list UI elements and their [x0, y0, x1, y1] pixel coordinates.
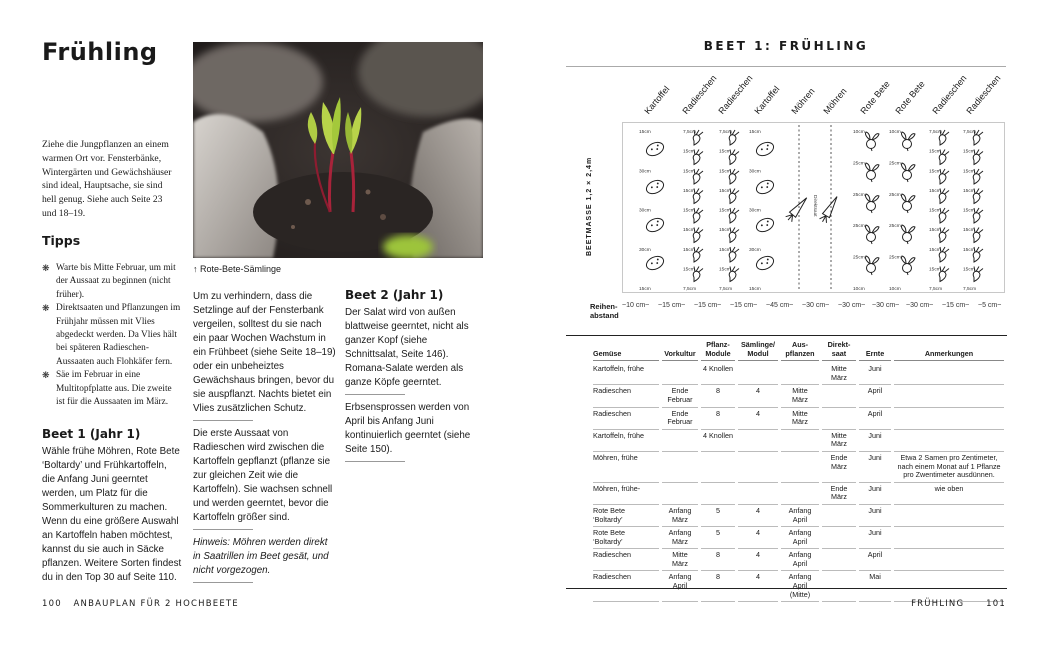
beet1-text: Wähle frühe Möhren, Rote Bete ‘Boltardy’ und Frühkartoffeln, die Anfang Juni geerntet werden, um Platz für die Sommerkulturen zu machen. Wenn du eine größere Auswahl an Kartoffeln haben möchtest, kannst du sie auch in Säcke pflanzen. Weitere Sorten findest du in den Top 30 auf Seite 110.: [42, 446, 182, 583]
table-cell: Rote Bete ‘Boltardy’: [593, 505, 659, 527]
spacing-label: 7,5cm: [963, 130, 977, 135]
beet-icon: [902, 163, 916, 182]
table-cell: Mitte März: [781, 385, 819, 407]
col2-hint: Hinweis: Möhren werden direkt in Saatrillen im Beet gesät, und nicht vorgezogen.: [193, 537, 329, 576]
spacing-label: 15cm: [719, 208, 731, 214]
radish-icon: [939, 247, 949, 262]
spacing-label: 15cm: [683, 208, 695, 214]
radish-icon: [973, 150, 983, 165]
spacing-label: 10cm: [853, 287, 865, 292]
potato-icon: [754, 140, 775, 158]
bed-title: BEET 1: FRÜHLING: [703, 39, 869, 53]
beet-icon: [902, 194, 916, 213]
potato-icon: [644, 178, 665, 196]
table-row: [593, 430, 1004, 452]
table-header-cell: Sämlinge/ Modul: [738, 340, 778, 361]
reihenabstand-value: ~15 cm~: [694, 302, 722, 309]
table-cell: Juni: [859, 452, 891, 483]
table-cell: [894, 361, 1004, 385]
spacing-label: 7,5cm: [683, 130, 697, 135]
spacing-label: 25cm: [889, 224, 901, 230]
reihenabstand-value: ~30 cm~: [802, 302, 830, 309]
beet1-section: [42, 427, 182, 585]
table-cell: Ende März: [822, 483, 856, 505]
spacing-label: 15cm: [963, 169, 975, 175]
photo-caption: ↑ Rote-Bete-Sämlinge: [193, 264, 282, 274]
col2-paragraph: Um zu verhindern, dass die Setzlinge auf der Fensterbank vergeilen, solltest du sie nach ein paar Wochen Wachstum in ein Frühbeet (siehe Seite 18–19) oder ein unbeheiztes Gewächshaus bringen, bevor du sie auspflanzt. Nachts bietet ein Vlies zusätzlichen Schutz.: [193, 291, 336, 414]
table-cell: Mitte März: [662, 549, 698, 571]
potato-icon: [644, 254, 665, 272]
table-cell: Anfang April: [781, 505, 819, 527]
divider: [345, 461, 405, 462]
table-cell: 8: [701, 408, 735, 430]
table-cell: [894, 571, 1004, 602]
intro-text: Ziehe die Jungpflanzen an einem warmen Ort vor. Fensterbänke, Wintergärten und Gewächshäuser sind ideal, Hauptsache, sie sind hell genug. Siehe auch Seite 23 und 18–19.: [42, 139, 172, 219]
table-cell: [894, 408, 1004, 430]
footer-section: FRÜHLING: [911, 599, 965, 609]
spacing-label: 15cm: [963, 149, 975, 155]
table-cell: [738, 452, 778, 483]
table-cell: Kartoffeln, frühe: [593, 361, 659, 385]
beet-icon: [902, 225, 916, 244]
table-cell: Kartoffeln, frühe: [593, 430, 659, 452]
radish-icon: [973, 169, 983, 184]
radish-icon: [939, 150, 949, 165]
table-cell: Mitte März: [781, 408, 819, 430]
table-cell: 5: [701, 505, 735, 527]
spacing-label: 15cm: [963, 247, 975, 253]
radish-icon: [729, 208, 739, 223]
reihenabstand-value: ~10 cm~: [622, 302, 650, 309]
potato-icon: [754, 254, 775, 272]
radish-icon: [729, 169, 739, 184]
table-cell: Ende Februar: [662, 385, 698, 407]
bed-column-label: Möhren: [789, 86, 817, 116]
reihenabstand-value: ~30 cm~: [838, 302, 866, 309]
table-cell: Juni: [859, 361, 891, 385]
spacing-label: 15cm: [639, 130, 651, 135]
tipps-heading: Tipps: [42, 233, 81, 248]
bed-column-label: Radieschen: [716, 73, 755, 116]
table-cell: 4 Knollen: [701, 430, 735, 452]
spacing-label: 15cm: [683, 149, 695, 155]
bed-column-label: Kartoffel: [642, 84, 672, 116]
bed-column-label: Rote Bete: [893, 78, 927, 116]
seedling-photo: [193, 42, 483, 258]
table-cell: 4: [738, 527, 778, 549]
bed-column-label: Kartoffel: [752, 84, 782, 116]
table-cell: [781, 452, 819, 483]
page-number: 101: [986, 599, 1006, 609]
radish-icon: [729, 150, 739, 165]
bed-column-label: Radieschen: [964, 73, 1003, 116]
seedling-photo-image: [193, 42, 483, 258]
table-header-row: [593, 340, 1004, 361]
radish-icon: [973, 189, 983, 204]
reihenabstand-value: ~30 cm~: [906, 302, 934, 309]
column-2: [193, 290, 337, 589]
spacing-label: 7,5cm: [929, 287, 943, 292]
spacing-label: 15cm: [929, 208, 941, 214]
spacing-label: 25cm: [853, 224, 865, 230]
divider: [345, 394, 405, 395]
table-row: [593, 549, 1004, 571]
table-cell: [662, 452, 698, 483]
table-row: [593, 452, 1004, 483]
table-cell: [781, 430, 819, 452]
table-cell: [894, 385, 1004, 407]
spacing-label: 30cm: [639, 169, 651, 175]
radish-icon: [973, 130, 983, 145]
table-cell: [781, 483, 819, 505]
table-cell: [662, 483, 698, 505]
table-cell: 5: [701, 527, 735, 549]
table-cell: Mitte März: [822, 430, 856, 452]
beet-icon: [866, 163, 880, 182]
tipp-item: ❋ Warte bis Mitte Februar, um mit der Aussaat zu beginnen (nicht früher).: [42, 263, 176, 300]
tipp-item: ❋ Direktsaaten und Pflanzungen im Frühjahr müssen mit Vlies abgedeckt werden. Da Vlies hält bei späteren Radieschen-Aussaaten auch Flohkäfer fern.: [42, 303, 181, 367]
radish-icon: [939, 130, 949, 145]
radish-icon: [729, 189, 739, 204]
radish-icon: [973, 247, 983, 262]
bed-diagram-svg: [623, 123, 1004, 292]
table-cell: [781, 361, 819, 385]
table-cell: April: [859, 549, 891, 571]
table-cell: [822, 385, 856, 407]
reihenabstand-value: ~30 cm~: [872, 302, 900, 309]
carrot-icon: [819, 195, 840, 224]
spacing-label: 30cm: [749, 208, 761, 214]
divider: [193, 420, 253, 421]
table-row: [593, 385, 1004, 407]
table-cell: 8: [701, 549, 735, 571]
table-cell: [738, 483, 778, 505]
beet-icon: [902, 256, 916, 275]
spacing-label: 25cm: [853, 255, 865, 261]
table-cell: [738, 361, 778, 385]
spacing-label: 10cm: [853, 130, 865, 135]
spacing-label: 7,5cm: [719, 130, 733, 135]
table-cell: Juni: [859, 527, 891, 549]
table-cell: Radieschen: [593, 385, 659, 407]
spacing-label: 25cm: [889, 192, 901, 198]
spacing-label: 15cm: [929, 267, 941, 273]
spacing-label: 7,5cm: [929, 130, 943, 135]
table-cell: [894, 527, 1004, 549]
bullet-icon: ❋: [42, 370, 50, 381]
table-header-cell: Gemüse: [593, 340, 659, 361]
spacing-label: 25cm: [889, 161, 901, 167]
radish-icon: [939, 208, 949, 223]
table-row: [593, 527, 1004, 549]
spacing-label: 15cm: [683, 188, 695, 194]
footer-right: [911, 599, 1006, 609]
beet-icon: [866, 256, 880, 275]
spacing-label: 30cm: [639, 247, 651, 253]
table-header-cell: Ernte: [859, 340, 891, 361]
table-cell: Möhren, frühe: [593, 452, 659, 483]
table-cell: 4: [738, 549, 778, 571]
table-cell: [701, 483, 735, 505]
radish-icon: [693, 130, 703, 145]
radish-icon: [729, 267, 739, 282]
table-header-cell: Anmerkungen: [894, 340, 1004, 361]
radish-icon: [693, 208, 703, 223]
spacing-label: 15cm: [963, 208, 975, 214]
spacing-label: 15cm: [683, 169, 695, 175]
spacing-label: 10cm: [889, 287, 901, 292]
reihenabstand-value: ~15 cm~: [942, 302, 970, 309]
spacing-label: 15cm: [719, 188, 731, 194]
spacing-label: 15cm: [749, 287, 761, 292]
spacing-label: 7,5cm: [719, 287, 733, 292]
table-cell: Anfang April: [781, 549, 819, 571]
table-header-cell: Pflanz- Module: [701, 340, 735, 361]
table-cell: April: [859, 408, 891, 430]
radish-icon: [693, 150, 703, 165]
radish-icon: [729, 130, 739, 145]
spacing-label: 10cm: [889, 130, 901, 135]
title-divider: [566, 66, 1006, 67]
table-row: [593, 483, 1004, 505]
table-cell: 4: [738, 505, 778, 527]
radish-icon: [693, 267, 703, 282]
bed-column-label: Möhren: [821, 86, 849, 116]
beet1-heading: Beet 1 (Jahr 1): [42, 427, 141, 441]
table-cell: Anfang März: [662, 505, 698, 527]
table-row: [593, 505, 1004, 527]
spacing-label: 7,5cm: [683, 287, 697, 292]
table-cell: [662, 430, 698, 452]
table-cell: [822, 571, 856, 602]
spacing-label: 15cm: [929, 247, 941, 253]
radish-icon: [693, 228, 703, 243]
table-cell: [822, 549, 856, 571]
reihenabstand-value: ~15 cm~: [658, 302, 686, 309]
table-cell: Radieschen: [593, 408, 659, 430]
spacing-label: 15cm: [963, 188, 975, 194]
table-cell: April: [859, 385, 891, 407]
spacing-label: 25cm: [889, 255, 901, 261]
table-cell: Mai: [859, 571, 891, 602]
table-top-rule: [566, 335, 1007, 336]
table-cell: Anfang April: [662, 571, 698, 602]
table-bottom-rule: [566, 588, 1007, 589]
direktsaat-label: Direktsaat: [812, 195, 817, 217]
table-cell: 8: [701, 385, 735, 407]
table-cell: Juni: [859, 430, 891, 452]
spacing-label: 15cm: [929, 149, 941, 155]
table-cell: Radieschen: [593, 549, 659, 571]
bed-column-label: Rote Bete: [858, 78, 892, 116]
table-cell: Möhren, frühe-: [593, 483, 659, 505]
bed-column-label: Radieschen: [930, 73, 969, 116]
spacing-label: 15cm: [683, 247, 695, 253]
tipp-item: ❋ Säe im Februar in eine Multitopfplatte aus. Die zweite ist für die Aussaaten im März.: [42, 370, 172, 408]
table-cell: [894, 430, 1004, 452]
col3-paragraph: Erbsensprossen werden von April bis Anfang Juni kontinuierlich geerntet (siehe Seite 150).: [345, 402, 471, 455]
table-cell: [822, 505, 856, 527]
reihenabstand-value: ~5 cm~: [978, 302, 1002, 309]
table-cell: [662, 361, 698, 385]
beet-icon: [866, 132, 880, 151]
column-3: [345, 288, 483, 468]
radish-icon: [729, 228, 739, 243]
spacing-label: 15cm: [719, 267, 731, 273]
table-cell: [894, 549, 1004, 571]
reihenabstand-label: Reihen- abstand: [590, 302, 619, 320]
beet-icon: [866, 194, 880, 213]
spacing-label: 30cm: [749, 247, 761, 253]
table-cell: Ende Februar: [662, 408, 698, 430]
spacing-label: 15cm: [683, 267, 695, 273]
table-cell: Juni: [859, 505, 891, 527]
reihenabstand-value: ~45 cm~: [766, 302, 794, 309]
spacing-label: 30cm: [749, 169, 761, 175]
table-header-cell: Direkt- saat: [822, 340, 856, 361]
table-cell: Etwa 2 Samen pro Zentimeter, nach einem Monat auf 1 Pflanze pro Zwentimeter ausdünnen.: [894, 452, 1004, 483]
carrot-icon: [785, 195, 810, 222]
table-cell: 4: [738, 571, 778, 602]
table-row: [593, 571, 1004, 602]
spacing-label: 25cm: [853, 192, 865, 198]
table-cell: Rote Bete ‘Boltardy’: [593, 527, 659, 549]
radish-icon: [939, 169, 949, 184]
table-cell: wie oben: [894, 483, 1004, 505]
table-cell: [822, 408, 856, 430]
tipps-list: [42, 262, 182, 409]
spacing-label: 15cm: [719, 169, 731, 175]
table-cell: [701, 452, 735, 483]
potato-icon: [644, 216, 665, 234]
col2-paragraph: Die erste Aussaat von Radieschen wird zwischen die Kartoffeln gepflanzt (pflanze sie zur gleichen Zeit wie die Kartoffeln). Sie wachsen schnell und werden geerntet, bevor die Kartoffeln größer sind.: [193, 428, 333, 523]
spacing-label: 15cm: [683, 228, 695, 234]
spacing-label: 15cm: [719, 149, 731, 155]
radish-icon: [693, 189, 703, 204]
table-cell: 8: [701, 571, 735, 602]
bed-column-label: Radieschen: [680, 73, 719, 116]
potato-icon: [644, 140, 665, 158]
table-cell: 4: [738, 408, 778, 430]
table-cell: [738, 430, 778, 452]
bullet-icon: ❋: [42, 303, 50, 314]
radish-icon: [939, 267, 949, 282]
spacing-label: 15cm: [639, 287, 651, 292]
radish-icon: [973, 208, 983, 223]
potato-icon: [754, 216, 775, 234]
table-cell: Mitte März: [822, 361, 856, 385]
spacing-label: 25cm: [853, 161, 865, 167]
page-title: Frühling: [42, 38, 158, 66]
spacing-label: 15cm: [719, 228, 731, 234]
radish-icon: [693, 169, 703, 184]
spacing-label: 15cm: [963, 228, 975, 234]
col3-paragraph: Der Salat wird von außen blattweise geerntet, nicht als ganzer Kopf (siehe Schnittsalat, Seite 146). Romana-Salate werden als ganze Köpfe geerntet.: [345, 307, 469, 388]
table-header-cell: Vorkultur: [662, 340, 698, 361]
footer-left: 100 ANBAUPLAN FÜR 2 HOCHBEETE: [42, 599, 239, 609]
table-cell: Radieschen: [593, 571, 659, 602]
table-cell: Anfang April (Mitte): [781, 571, 819, 602]
beet-icon: [866, 225, 880, 244]
table-cell: Anfang April: [781, 527, 819, 549]
radish-icon: [729, 247, 739, 262]
table-cell: [894, 505, 1004, 527]
spacing-label: 15cm: [929, 228, 941, 234]
radish-icon: [939, 228, 949, 243]
table-cell: 4: [738, 385, 778, 407]
table-row: [593, 408, 1004, 430]
bed-diagram: [622, 122, 1005, 293]
table-cell: Anfang März: [662, 527, 698, 549]
table-cell: [822, 527, 856, 549]
table-cell: Juni: [859, 483, 891, 505]
beet2-heading: Beet 2 (Jahr 1): [345, 288, 444, 302]
radish-icon: [939, 189, 949, 204]
table-row: [593, 361, 1004, 385]
reihenabstand-value: ~15 cm~: [730, 302, 758, 309]
radish-icon: [973, 267, 983, 282]
spacing-label: 15cm: [719, 247, 731, 253]
beet-icon: [902, 132, 916, 151]
divider: [193, 582, 253, 583]
spacing-label: 15cm: [749, 130, 761, 135]
radish-icon: [973, 228, 983, 243]
table-header-cell: Aus- pflanzen: [781, 340, 819, 361]
radish-icon: [693, 247, 703, 262]
spacing-label: 15cm: [929, 188, 941, 194]
planting-table: [590, 340, 1007, 602]
beetmasse-label: BEETMASSE 1,2 × 2,4m: [586, 156, 593, 256]
potato-icon: [754, 178, 775, 196]
table-cell: 4 Knollen: [701, 361, 735, 385]
spacing-label: 7,5cm: [963, 287, 977, 292]
spacing-label: 15cm: [963, 267, 975, 273]
bullet-icon: ❋: [42, 263, 50, 273]
divider: [193, 529, 253, 530]
table-cell: Ende März: [822, 452, 856, 483]
spacing-label: 30cm: [639, 208, 651, 214]
spacing-label: 15cm: [929, 169, 941, 175]
